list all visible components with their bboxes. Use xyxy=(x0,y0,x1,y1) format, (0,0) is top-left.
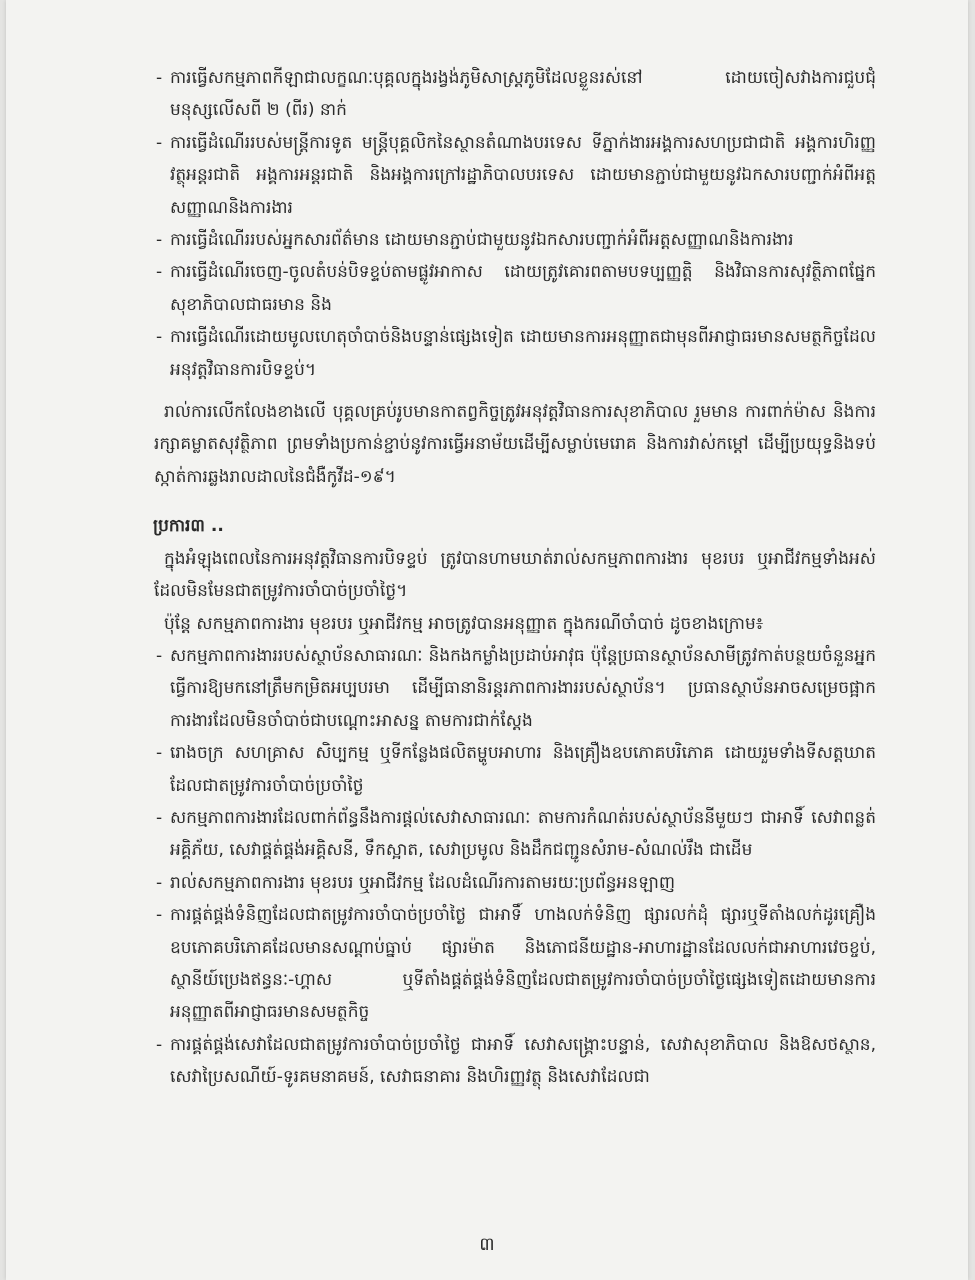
general-paragraph: រាល់ការលើកលែងខាងលើ បុគ្គលគ្រប់រូបមានកាតព្វកិច្ចត្រូវអនុវត្តវិធានការសុខាភិបាល រួមមាន ការពាក់ម៉ាស និងការរក្សាគម្លាតសុវត្ថិភាព ព្រមទាំងប្រកាន់ខ្ជាប់នូវការធ្វើអនាម័យដើម្បីសម្លាប់មេរោគ និងការវាស់កម្តៅ ដើម្បីប្រយុទ្ធនិងទប់ស្កាត់ការឆ្លងរាលដាលនៃជំងឺកូវីដ-១៩។ xyxy=(154,402,876,487)
list-item: - ការធ្វើដំណើរដោយមូលហេតុចាំបាច់និងបន្ទាន់ផ្សេងទៀត ដោយមានការអនុញ្ញាតជាមុនពីអាជ្ញាធរមានសមត្ថកិច្ចដែលអនុវត្តវិធានការបិទខ្ទប់។ xyxy=(154,321,876,386)
list-item: - រាល់សកម្មភាពការងារ មុខរបរ ឬអាជីវកម្ម ដែលដំណើរការតាមរយៈប្រព័ន្ធអនឡាញ xyxy=(154,867,876,899)
document-page xyxy=(6,0,968,1280)
list-item: - ការផ្គត់ផ្គង់សេវាដែលជាតម្រូវការចាំបាច់ប្រចាំថ្ងៃ ជាអាទិ៍ សេវាសង្គ្រោះបន្ទាន់, សេវាសុខាភិបាល និងឱសថស្ថាន, សេវាប្រៃសណីយ៍-ទូរគមនាគមន៍, សេវាធនាគារ និងហិរញ្ញវត្ថុ និងសេវាដែលជា xyxy=(154,1029,876,1094)
list-item: - សកម្មភាពការងារដែលពាក់ព័ន្ធនឹងការផ្តល់សេវាសាធារណៈ តាមការកំណត់របស់ស្ថាប័ននីមួយៗ ជាអាទិ៍ សេវាពន្លត់អគ្គិភ័យ, សេវាផ្គត់ផ្គង់អគ្គិសនី, ទឹកស្អាត, សេវាប្រមូល និងដឹកជញ្ជូនសំរាម-សំណល់រឹង ជាដើម xyxy=(154,802,876,867)
list-item: - រោងចក្រ សហគ្រាស សិប្បកម្ម ឬទីកន្លែងផលិតម្ហូបអាហារ និងគ្រឿងឧបភោគបរិភោគ ដោយរួមទាំងទីសត្តឃាត ដែលជាតម្រូវការចាំបាច់ប្រចាំថ្ងៃ xyxy=(154,737,876,802)
list-item: - ការធ្វើសកម្មភាពកីឡាជាលក្ខណៈបុគ្គលក្នុងរង្វង់ភូមិសាស្ត្រភូមិដែលខ្លួនរស់នៅ ដោយចៀសវាងការជួបជុំមនុស្សលើសពី ២ (ពីរ) នាក់ xyxy=(154,62,876,127)
list-item: - ការធ្វើដំណើររបស់មន្ត្រីការទូត មន្ត្រីបុគ្គលិកនៃស្ថានតំណាងបរទេស ទីភ្នាក់ងារអង្គការសហប្រជាជាតិ អង្គការហិរញ្ញវត្ថុអន្តរជាតិ អង្គការអន្តរជាតិ និងអង្គការក្រៅរដ្ឋាភិបាលបរទេស ដោយមានភ្ជាប់ជាមួយនូវឯកសារបញ្ជាក់អំពីអត្តសញ្ញាណនិងការងារ xyxy=(154,127,876,224)
list-item: - ការផ្គត់ផ្គង់ទំនិញដែលជាតម្រូវការចាំបាច់ប្រចាំថ្ងៃ ជាអាទិ៍ ហាងលក់ទំនិញ ផ្សារលក់ដុំ ផ្សារឬទីតាំងលក់ដូរគ្រឿងឧបភោគបរិភោគដែលមានសណ្តាប់ធ្នាប់ ផ្សារម៉ាត និងភោជនីយដ្ឋាន-អាហារដ្ឋានដែលលក់ជាអាហារវេចខ្ចប់, ស្ថានីយ៍ប្រេងឥន្ធនៈ-ហ្គាស ឬទីតាំងផ្គត់ផ្គង់ទំនិញដែលជាតម្រូវការចាំបាច់ប្រចាំថ្ងៃផ្សេងទៀតដោយមានការអនុញ្ញាតពីអាជ្ញាធរមានសមត្ថកិច្ច xyxy=(154,899,876,1029)
list-item: - សកម្មភាពការងាររបស់ស្ថាប័នសាធារណៈ និងកងកម្លាំងប្រដាប់អាវុធ ប៉ុន្តែប្រធានស្ថាប័នសាមីត្រូវកាត់បន្ថយចំនួនអ្នកធ្វើការឱ្យមកនៅត្រឹមកម្រិតអប្បបរមា ដើម្បីធានានិរន្តរភាពការងាររបស់ស្ថាប័ន។ ប្រធានស្ថាប័នអាចសម្រេចផ្អាកការងារដែលមិនចាំបាច់ជាបណ្ដោះអាសន្ន តាមការជាក់ស្តែង xyxy=(154,640,876,737)
article-paragraph: ក្នុងអំឡុងពេលនៃការអនុវត្តវិធានការបិទខ្ទប់ ត្រូវបានហាមឃាត់រាល់សកម្មភាពការងារ មុខរបរ ឬអាជីវកម្មទាំងអស់ ដែលមិនមែនជាតម្រូវការចាំបាច់ប្រចាំថ្ងៃ។ xyxy=(154,548,876,602)
list-item: - ការធ្វើដំណើរចេញ-ចូលតំបន់បិទខ្ទប់តាមផ្លូវអាកាស ដោយត្រូវគោរពតាមបទប្បញ្ញត្តិ និងវិធានការសុវត្ថិភាពផ្នែកសុខាភិបាលជាធរមាន និង xyxy=(154,256,876,321)
article-paragraph: ប៉ុន្តែ សកម្មភាពការងារ មុខរបរ ឬអាជីវកម្ម អាចត្រូវបានអនុញ្ញាត ក្នុងករណីចាំបាច់ ដូចខាងក្រោម៖ xyxy=(164,613,764,634)
exemption-list xyxy=(154,62,876,386)
page-content xyxy=(154,62,876,1094)
page-number: ៣ xyxy=(479,1234,495,1255)
list-item: - ការធ្វើដំណើររបស់អ្នកសារព័ត៌មាន ដោយមានភ្ជាប់ជាមួយនូវឯកសារបញ្ជាក់អំពីអត្តសញ្ញាណនិងការងារ xyxy=(154,224,876,256)
article-heading: ប្រការ៣ .. xyxy=(153,516,224,537)
allowed-activities-list xyxy=(154,640,876,1094)
